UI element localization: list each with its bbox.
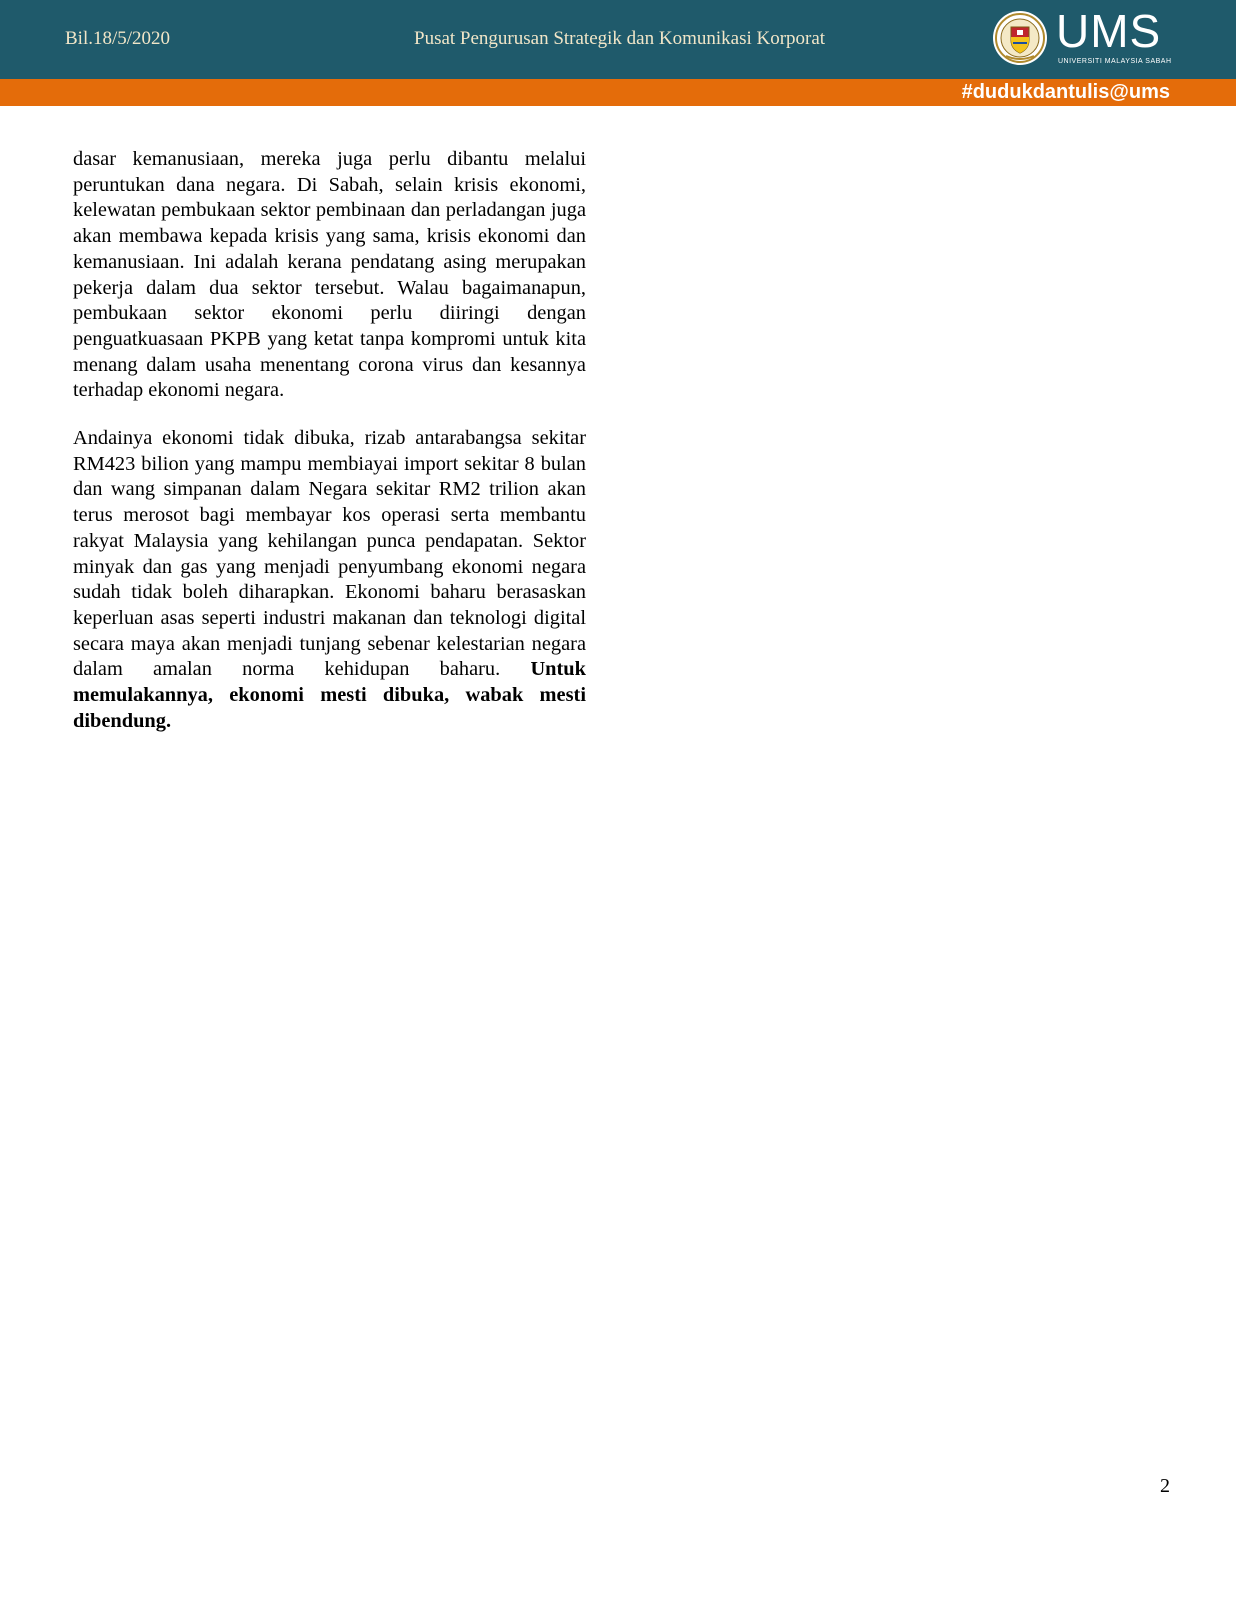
bulletin-reference: Bil.18/5/2020 [65, 28, 171, 49]
logo-wordmark: UMS [1056, 5, 1162, 57]
header-center-title: Pusat Pengurusan Strategik dan Komunikasi Korporat [414, 28, 826, 49]
paragraph-2-bold-conclusion: Untuk memulakannya, ekonomi mesti dibuka, wabak mesti dibendung. [73, 658, 586, 732]
paragraph-2 [73, 426, 586, 734]
article-body [73, 147, 586, 756]
university-crest-icon [992, 10, 1048, 66]
hashtag-label: #dudukdantulis@ums [961, 81, 1170, 103]
paragraph-1: dasar kemanusiaan, mereka juga perlu dibantu melalui peruntukan dana negara. Di Sabah, selain krisis ekonomi, kelewatan pembukaan sektor pembinaan dan perladangan juga akan membawa kepada krisis yang sama, krisis ekonomi dan kemanusiaan. Ini adalah kerana pendatang asing merupakan pekerja dalam dua sektor tersebut. Walau bagaimanapun, pembukaan sektor ekonomi perlu diiringi dengan penguatkuasaan PKPB yang ketat tanpa kompromi untuk kita menang dalam usaha menentang corona virus dan kesannya terhadap ekonomi negara. [73, 148, 586, 402]
page-number: 2 [1160, 1475, 1170, 1497]
hashtag-bar [0, 79, 1236, 106]
paragraph-2-text: Andainya ekonomi tidak dibuka, rizab antarabangsa sekitar RM423 bilion yang mampu membiayai import sekitar 8 bulan dan wang simpanan dalam Negara sekitar RM2 trilion akan terus merosot bagi membayar kos operasi serta membantu rakyat Malaysia yang kehilangan punca pendapatan. Sektor minyak dan gas yang menjadi penyumbang ekonomi negara sudah tidak boleh diharapkan. Ekonomi baharu berasaskan keperluan asas seperti industri makanan dan teknologi digital secara maya akan menjadi tunjang sebenar kelestarian negara dalam amalan norma kehidupan baharu. [73, 427, 586, 681]
header-bar [0, 0, 1236, 79]
ums-logo [992, 5, 1172, 70]
logo-subtext: UNIVERSITI MALAYSIA SABAH [1058, 58, 1172, 65]
